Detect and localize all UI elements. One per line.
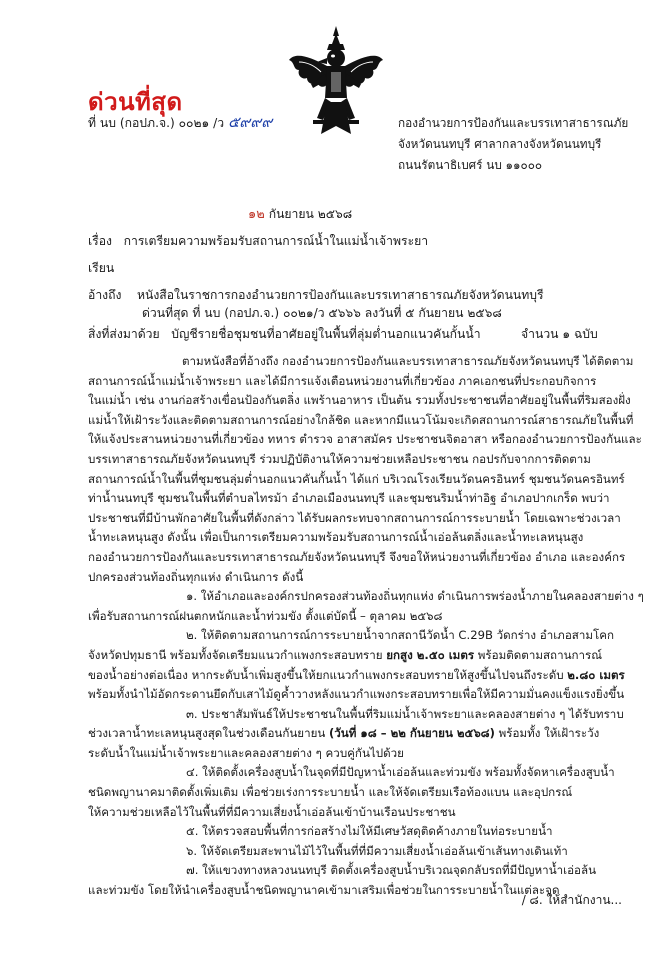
agency-line-3: ถนนรัตนาธิเบศร์ นบ ๑๑๐๐๐	[398, 158, 543, 172]
item-4-line: ๔. ให้ติดตั้งเครื่องสูบน้ำในจุดที่มีปัญหาน้ำเอ่อล้นและท่วมขัง พร้อมทั้งจัดหาเครื่องสูบน้ำ	[186, 765, 615, 780]
item-7-line: ๗. ให้แขวงทางหลวงนนทบุรี ติดตั้งเครื่องสูบน้ำบริเวณจุดกลับรถที่มีปัญหาน้ำเอ่อล้น	[186, 863, 597, 878]
attachment-count: จำนวน ๑ ฉบับ	[521, 327, 598, 341]
subject-text: การเตรียมความพร้อมรับสถานการณ์น้ำในแม่น้ำเจ้าพระยา	[123, 234, 429, 248]
body-line: น้ำทะเลหนุนสูง ดังนั้น เพื่อเป็นการเตรียมความพร้อมรับสถานการณ์น้ำเอ่อล้นตลิ่งและน้ำทะเลหนุนสูง	[88, 530, 584, 545]
body-line: สถานการณ์น้ำแม่น้ำเจ้าพระยา และได้มีการแจ้งเตือนหน่วยงานที่เกี่ยวข้อง ภาคเอกชนที่ประกอบกิจการ	[88, 373, 597, 388]
reference-text-2: ด่วนที่สุด ที่ นบ (กอปภ.จ.) ๐๐๒๑/ว ๕๖๖๖ ลงวันที่ ๕ กันยายน ๒๕๖๘	[142, 306, 502, 320]
date-month-year: กันยายน ๒๕๖๘	[268, 207, 353, 221]
urgent-label: ด่วนที่สุด	[88, 88, 183, 116]
item-2-text: พร้อมติดตามสถานการณ์	[474, 647, 603, 662]
body-line: ให้แจ้งประสานหน่วยงานที่เกี่ยวข้อง ทหาร ตำรวจ อาสาสมัคร ประชาชนจิตอาสา หรือกองอำนวยการป้องกันและ	[88, 432, 642, 447]
date-day: ๑๒	[248, 207, 265, 222]
item-7-line: และท่วมขัง โดยให้นำเครื่องสูบน้ำชนิดพญานาคเข้ามาเสริมเพื่อช่วยในการระบายน้ำในแต่ละจุด	[88, 883, 560, 898]
subject-label: เรื่อง	[88, 234, 112, 248]
body-line: ประชาชนที่มีบ้านพักอาศัยในพื้นที่ดังกล่าว ได้รับผลกระทบจากสถานการณ์การระบายน้ำ โดยเฉพาะช่วงเวลา	[88, 510, 621, 525]
body-line: ในแม่น้ำ เช่น งานก่อสร้างเขื่อนป้องกันตลิ่ง แพร้านอาหาร เป็นต้น รวมทั้งประชาชนที่อาศัยอยู่ในพื้นที่ริมสองฝั่ง	[88, 393, 631, 408]
item-2-line	[88, 666, 630, 686]
item-2-text: ของน้ำอย่างต่อเนื่อง หากระดับน้ำเพิ่มสูงขึ้นให้ยกแนวกำแพงกระสอบทรายให้สูงขึ้นไปจนถึงระดับ	[88, 667, 568, 682]
body-line: กองอำนวยการป้องกันและบรรเทาสาธารณภัยจังหวัดนนทบุรี จึงขอให้หน่วยงานที่เกี่ยวข้อง อำเภอ และองค์กร	[88, 549, 626, 564]
body-line: ปกครองส่วนท้องถิ่นทุกแห่ง ดำเนินการ ดังนี้	[88, 569, 304, 584]
item-3-text: ช่วงเวลาน้ำทะเลหนุนสูงสุดในช่วงเดือนกันยายน	[88, 726, 329, 741]
reference-line-1	[88, 287, 544, 303]
subject-line	[88, 233, 428, 249]
item-3-text: พร้อมทั้ง ให้เฝ้าระวัง	[494, 726, 600, 741]
salutation-label: เรียน	[88, 261, 115, 275]
item-3-line: ๓. ประชาสัมพันธ์ให้ประชาชนในพื้นที่ริมแม่น้ำเจ้าพระยาและคลองสายต่าง ๆ ได้รับทราบ	[186, 706, 624, 721]
item-2-line	[88, 646, 630, 666]
document-date	[248, 206, 352, 223]
reference-text-1: หนังสือในราชการกองอำนวยการป้องกันและบรรเทาสาธารณภัยจังหวัดนนทบุรี	[136, 288, 544, 302]
reference-label: อ้างถึง	[88, 288, 122, 302]
item-4-line: ชนิดพญานาคมาติดตั้งเพิ่มเติม เพื่อช่วยเร่งการระบายน้ำ และให้จัดเตรียมเรือท้องแบน และอุปกรณ์	[88, 785, 573, 800]
item-2-max-height-bold: ๒.๘๐ เมตร	[567, 667, 625, 682]
page-continuation: / ๘. ให้สำนักงาน...	[521, 893, 622, 907]
item-3-line: ระดับน้ำในแม่น้ำเจ้าพระยาและคลองสายต่าง ๆ ควบคู่กันไปด้วย	[88, 745, 404, 760]
doc-number	[88, 114, 272, 131]
item-2-line: ๒. ให้ติดตามสถานการณ์การระบายน้ำจากสถานีวัดน้ำ C.29B วัดกร่าง อำเภอสามโคก	[186, 628, 615, 643]
body-line: บรรเทาสาธารณภัยจังหวัดนนทบุรี ร่วมปฏิบัติงานให้ความช่วยเหลือประชาชน กอปรกับจากการติดตาม	[88, 451, 591, 466]
item-3-dates-bold: (วันที่ ๑๘ – ๒๒ กันยายน ๒๕๖๘)	[329, 726, 495, 741]
agency-line-1: กองอำนวยการป้องกันและบรรเทาสาธารณภัย	[398, 116, 629, 130]
attachment-line	[88, 326, 481, 342]
item-1-line: ๑. ให้อำเภอและองค์กรปกครองส่วนท้องถิ่นทุกแห่ง ดำเนินการพร่องน้ำภายในคลองสายต่าง ๆ	[186, 589, 644, 604]
doc-number-handwritten: ๕๙๙๙	[227, 113, 273, 131]
item-2-text: จังหวัดปทุมธานี พร้อมทั้งจัดเตรียมแนวกำแพงกระสอบทราย	[88, 647, 387, 662]
item-2-line: พร้อมทั้งนำไม้อัดกระดานยึดกับเสาไม้ดูค้ำวางหลังแนวกำแพงกระสอบทรายเพื่อให้มีความมั่นคงแข็งแรงยิ่งขึ้น	[88, 687, 625, 702]
item-1-line: เพื่อรับสถานการณ์ฝนตกหนักและน้ำท่วมขัง ตั้งแต่บัดนี้ – ตุลาคม ๒๕๖๘	[88, 608, 443, 623]
item-4-line: ให้ความช่วยเหลือไว้ในพื้นที่ที่มีความเสี่ยงน้ำเอ่อล้นเข้าบ้านเรือนประชาชน	[88, 804, 456, 819]
body-line: สถานการณ์น้ำในพื้นที่ชุมชนลุ่มต่ำนอกแนวคันกั้นน้ำ ได้แก่ บริเวณโรงเรียนวัดนครอินทร์ ชุมชนวัดนครอินทร์	[88, 471, 625, 486]
salutation-line	[88, 260, 114, 276]
body-paragraph	[88, 352, 644, 901]
body-line: ท่าน้ำนนทบุรี ชุมชนในพื้นที่ตำบลไทรม้า อำเภอเมืองนนทบุรี และชุมชนริมน้ำท่าอิฐ อำเภอปากเกร็ด พบว่า	[88, 491, 610, 506]
item-3-line	[88, 724, 630, 744]
attachment-text: บัญชีรายชื่อชุมชนที่อาศัยอยู่ในพื้นที่ลุ่มต่ำนอกแนวคันกั้นน้ำ	[171, 327, 481, 341]
body-line: แม่น้ำให้เฝ้าระวังและติดตามสถานการณ์อย่างใกล้ชิด และหากมีแนวโน้มจะเกิดสถานการณ์สาธารณภัยในพื้นที่	[88, 412, 634, 427]
body-line: ตามหนังสือที่อ้างถึง กองอำนวยการป้องกันและบรรเทาสาธารณภัยจังหวัดนนทบุรี ได้ติดตาม	[182, 354, 634, 368]
agency-line-2: จังหวัดนนทบุรี ศาลากลางจังหวัดนนทบุรี	[398, 137, 602, 151]
attachment-label: สิ่งที่ส่งมาด้วย	[88, 327, 160, 341]
item-6-line: ๖. ให้จัดเตรียมสะพานไม้ไว้ในพื้นที่ที่มีความเสี่ยงน้ำเอ่อล้นเข้าเส้นทางเดินเท้า	[186, 843, 568, 858]
doc-number-text: ที่ นบ (กอปภ.จ.) ๐๐๒๑ /ว	[88, 116, 225, 130]
item-5-line: ๕. ให้ตรวจสอบพื้นที่การก่อสร้างไม่ให้มีเศษวัสดุติดค้างภายในท่อระบายน้ำ	[186, 824, 553, 839]
item-2-height-bold: ยกสูง ๒.๕๐ เมตร	[386, 647, 475, 662]
garuda-emblem	[287, 26, 385, 142]
